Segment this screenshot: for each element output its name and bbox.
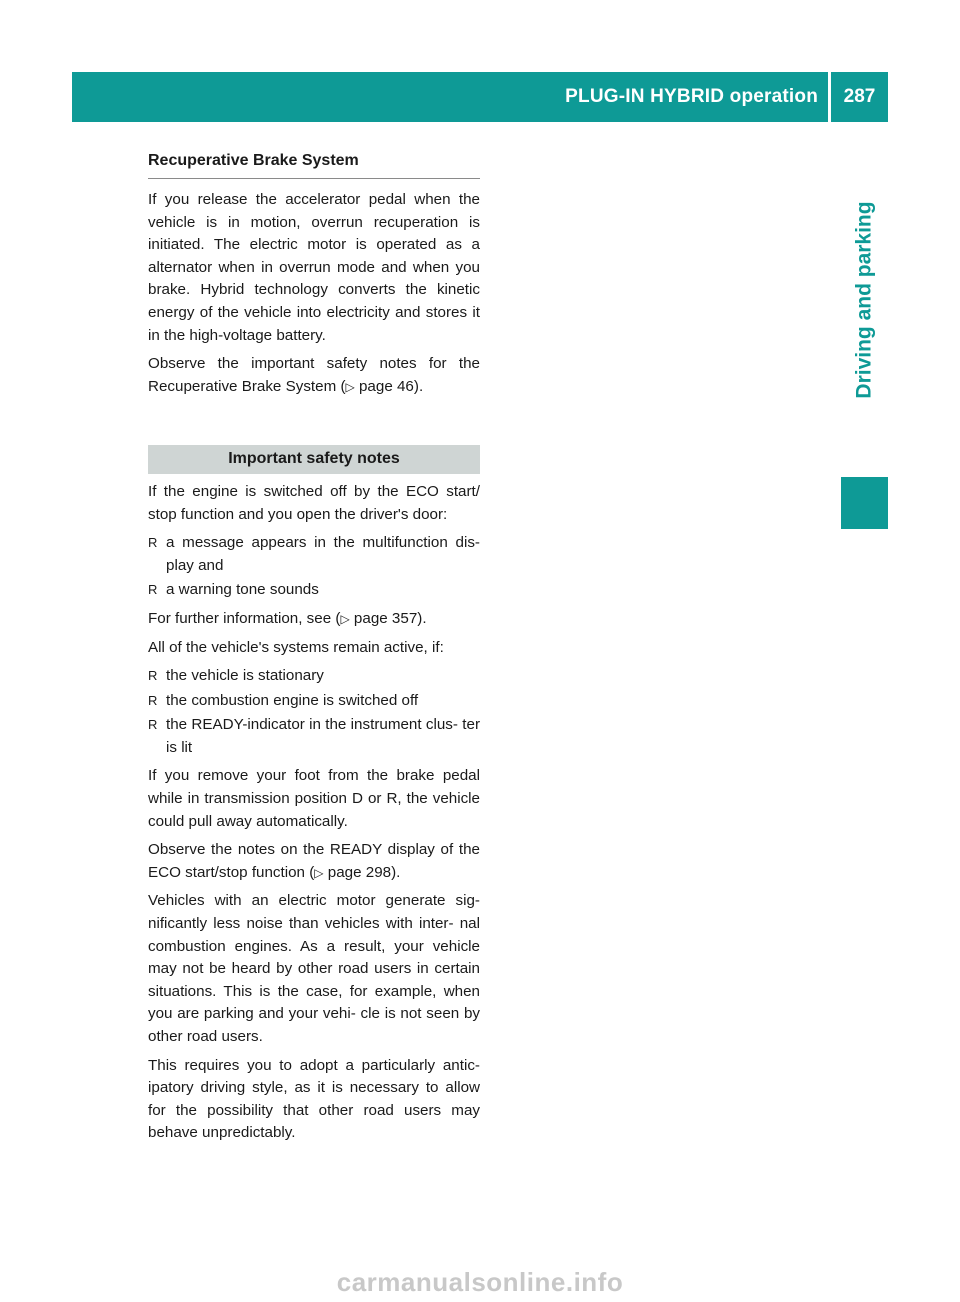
page-reference-arrow-icon: ▷ [340, 611, 350, 626]
side-tab-label: Driving and parking [852, 200, 876, 399]
side-tab [841, 122, 888, 477]
bullet-icon: R [148, 717, 158, 733]
list-item [148, 532, 480, 577]
bullet-list [148, 532, 480, 602]
list-item-text: the combustion engine is switched off [166, 691, 419, 709]
safety-heading: Important safety notes [148, 445, 480, 474]
paragraph-text: For further information, see ( [148, 609, 341, 627]
bullet-icon: R [148, 535, 158, 551]
paragraph-cross-reference [148, 608, 480, 631]
section-title: Recuperative Brake System [148, 150, 480, 179]
list-item-text: the READY-indicator in the instrument clus- ter is lit [166, 716, 480, 756]
page-reference-link[interactable]: page 298). [327, 863, 401, 881]
paragraph: If you remove your foot from the brake pedal while in transmission position D or R, the vehicle could pull away automatically. [148, 767, 480, 830]
page-reference-arrow-icon: ▷ [345, 379, 355, 394]
paragraph: If the engine is switched off by the ECO start/ stop function and you open the driver's door: [148, 482, 480, 523]
paragraph-text: Observe the notes on the READY display of the ECO start/stop function ( [148, 841, 480, 881]
list-item-text: a warning tone sounds [166, 581, 319, 599]
page-reference-link[interactable]: page 46). [358, 377, 424, 395]
watermark: carmanualsonline.info [336, 1266, 624, 1297]
paragraph: All of the vehicle's systems remain active, if: [148, 638, 444, 656]
bullet-icon: R [148, 692, 158, 708]
chapter-title: PLUG-IN HYBRID operation [565, 86, 818, 107]
bullet-icon: R [148, 668, 158, 684]
bullet-icon: R [148, 582, 158, 598]
page-number: 287 [843, 86, 876, 107]
paragraph: If you release the accelerator pedal when the vehicle is in motion, overrun recuperation is initiated. The electric motor is operated as a alternator when in overrun mode and when you brake. Hybrid technology converts the kinetic energy of the vehicle into electricity and stores it in the high-voltage battery. [148, 191, 480, 344]
list-item [148, 579, 480, 602]
side-tab-marker [841, 477, 888, 529]
paragraph: Vehicles with an electric motor generate sig- nificantly less noise than vehicles with inter- nal combustion engines. As a result, your vehicle may not be heard by other road users in certain situations. This is the case, for example, when you are parking and your vehi- cle is not seen by other road users. [148, 892, 480, 1045]
list-item [148, 690, 480, 713]
page-reference-link[interactable]: page 357). [353, 609, 427, 627]
main-content [148, 150, 480, 1151]
paragraph-cross-reference [148, 353, 480, 398]
list-item [148, 714, 480, 759]
list-item [148, 665, 480, 688]
list-item-text: the vehicle is stationary [166, 667, 324, 685]
list-item-text: a message appears in the multifunction dis- play and [166, 534, 480, 574]
bullet-list [148, 665, 480, 759]
page-reference-arrow-icon: ▷ [314, 865, 324, 880]
paragraph-cross-reference [148, 839, 480, 884]
paragraph-text: Observe the important safety notes for the Recuperative Brake System ( [148, 355, 480, 395]
paragraph: This requires you to adopt a particularly antic- ipatory driving style, as it is necessary to allow for the possibility that other road users may behave unpredictably. [148, 1056, 480, 1142]
